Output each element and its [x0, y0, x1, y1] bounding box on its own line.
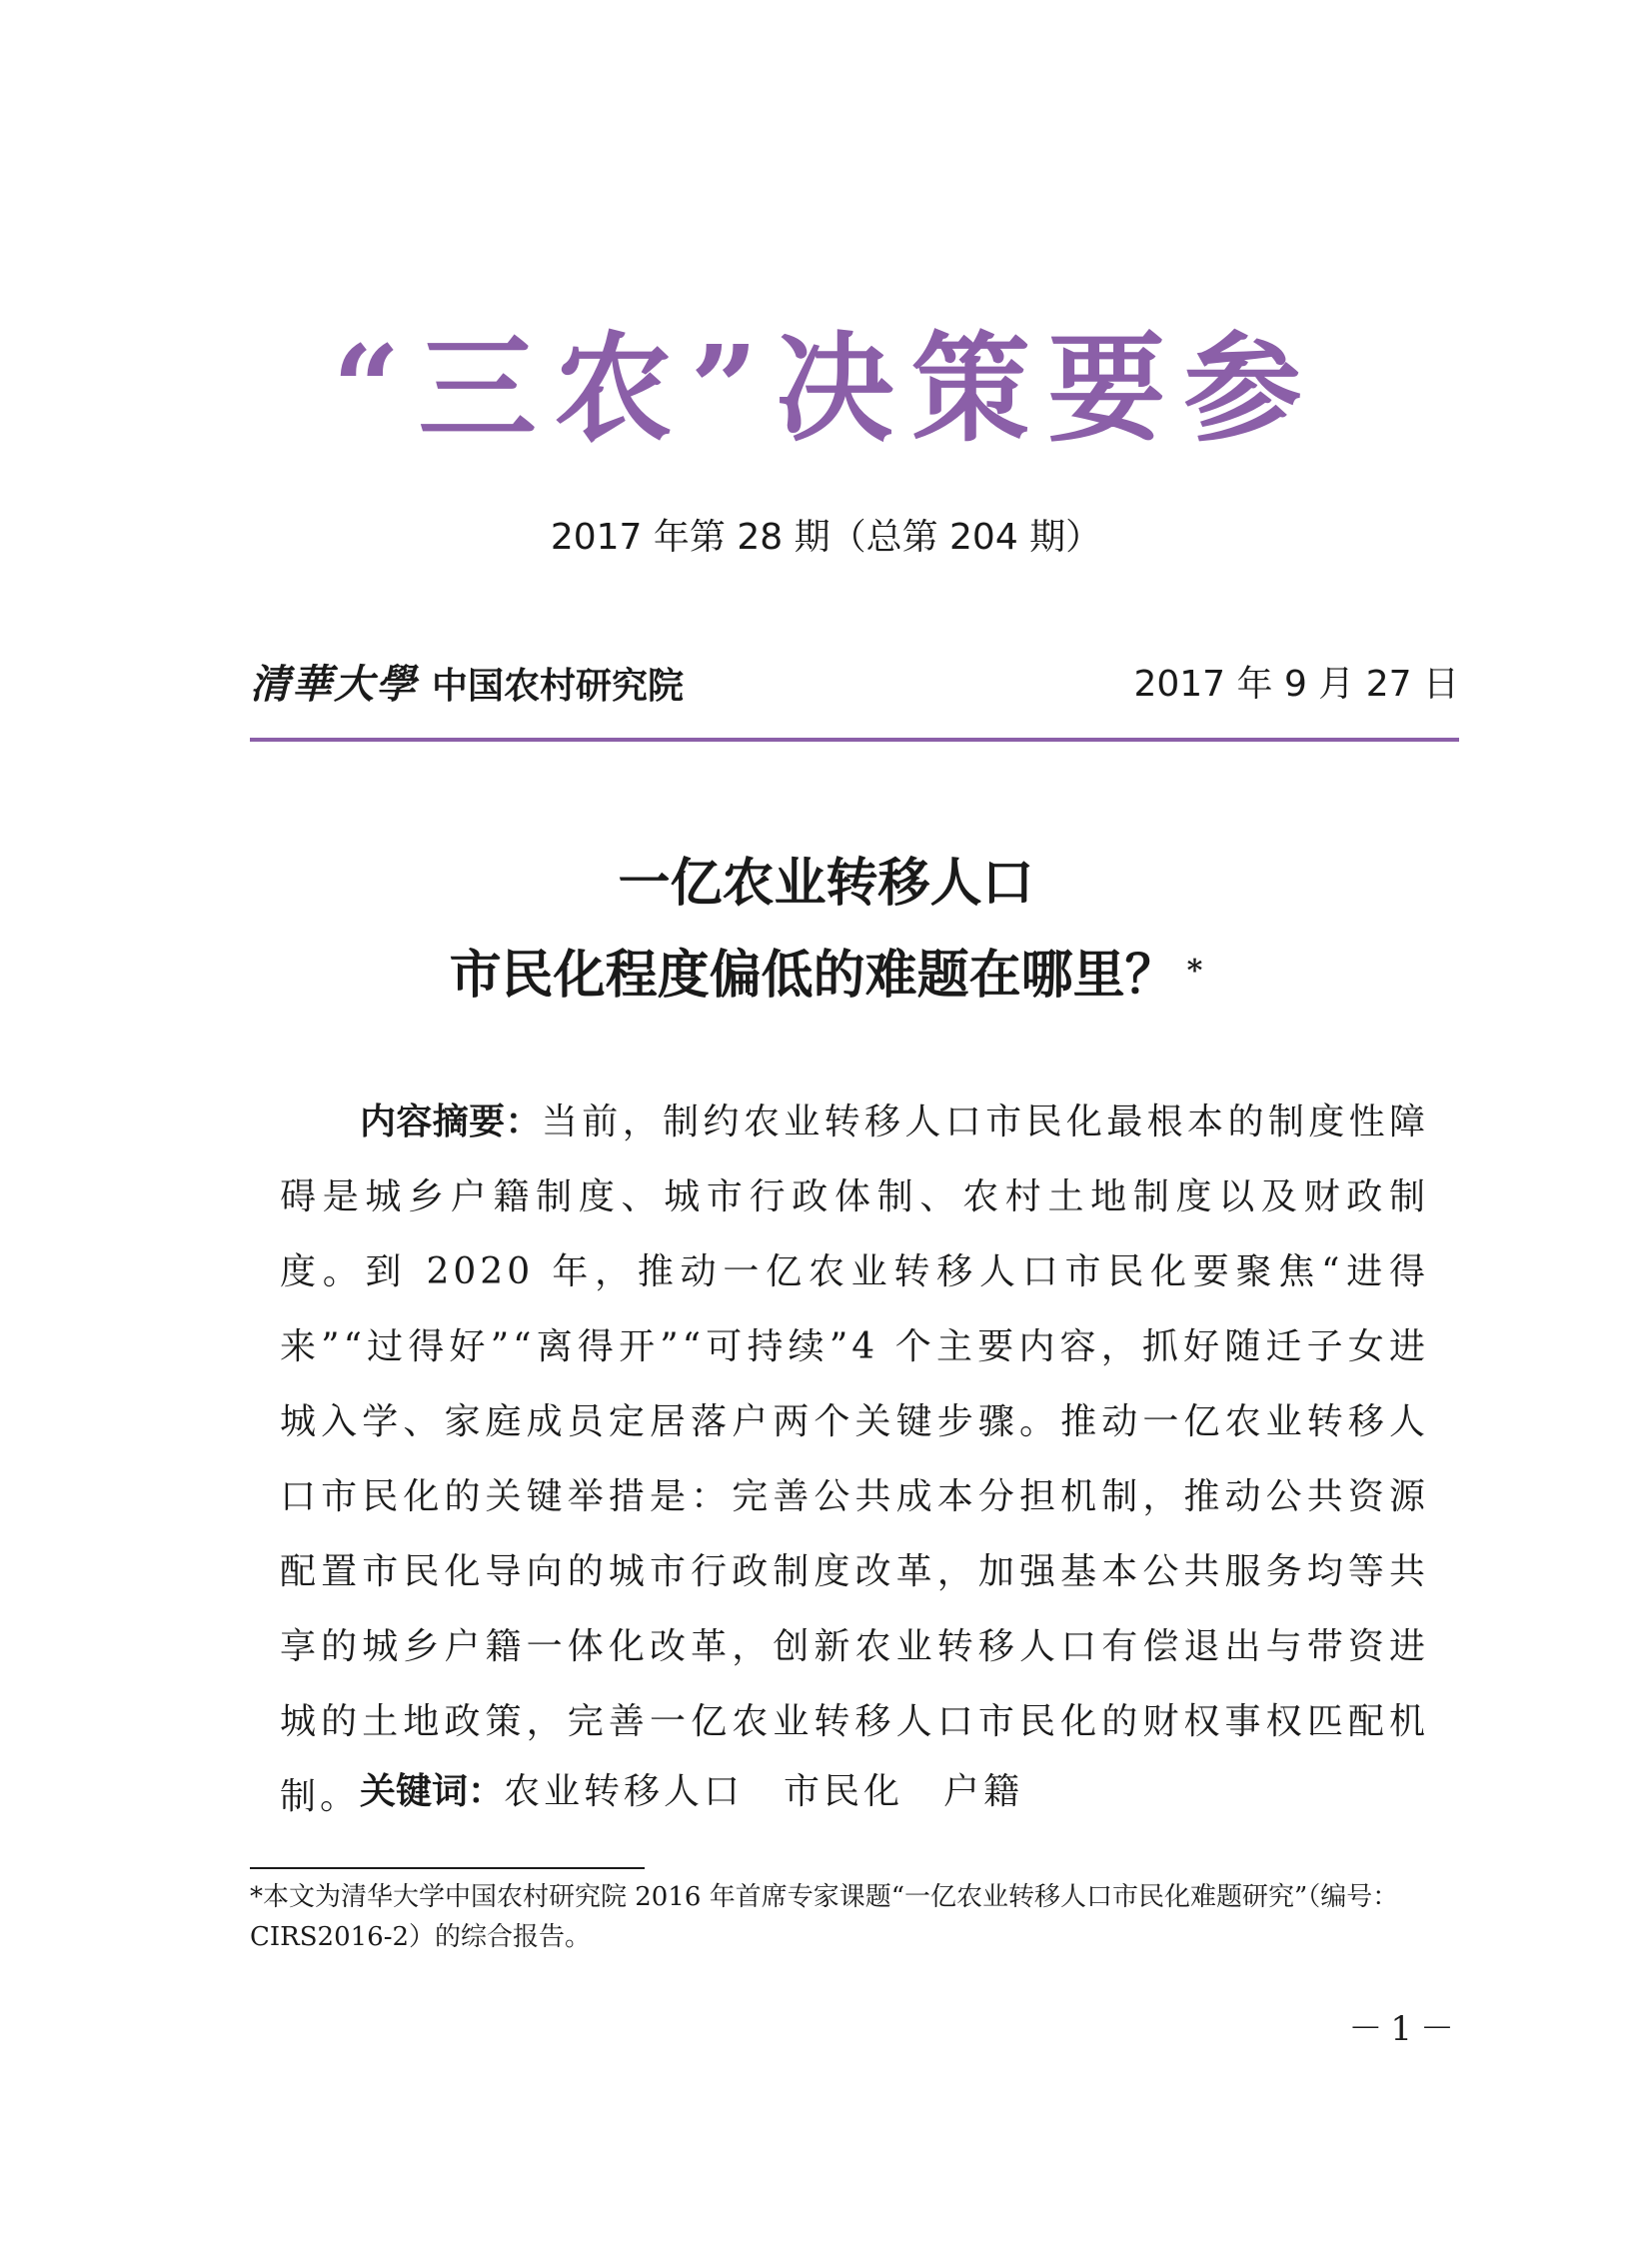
abstract: [280, 1085, 1429, 1834]
masthead-title: “三农”决策要参: [332, 319, 1320, 458]
footnote-divider: [250, 1867, 645, 1869]
header-divider: [250, 738, 1459, 742]
keyword: 户籍: [943, 1771, 1024, 1812]
title-line-1: 一亿农业转移人口: [618, 853, 1034, 914]
keyword: 市民化: [784, 1771, 904, 1812]
university-logo: 清華大學: [250, 661, 418, 708]
publish-date: 2017 年 9 月 27 日: [1133, 664, 1459, 705]
issue-number: 2017 年第 28 期（总第 204 期）: [550, 517, 1102, 558]
keywords-label: 关键词：: [360, 1771, 505, 1812]
institute-name: 中国农村研究院: [432, 665, 685, 707]
publisher: [250, 660, 684, 712]
title-line-2: 市民化程度偏低的难题在哪里？ *: [449, 945, 1203, 1006]
footnote-marker: *: [1186, 954, 1203, 989]
footnote: *本文为清华大学中国农村研究院 2016 年首席专家课题“一亿农业转移人口市民化难题研究”（编号：CIRS2016-2）的综合报告。: [250, 1882, 1399, 1952]
article-title: [0, 838, 1652, 1022]
keywords: [360, 1762, 1023, 1822]
page-number: －1－: [1348, 2009, 1462, 2049]
publisher-row: [250, 660, 1459, 710]
keyword: 农业转移人口: [504, 1771, 745, 1812]
abstract-label: 内容摘要：: [360, 1102, 542, 1142]
abstract-text: 当前，制约农业转移人口市民化最根本的制度性障碍是城乡户籍制度、城市行政体制、农村土地制度以及财政制度。到 2020 年，推动一亿农业转移人口市民化要聚焦“进得来”“过得好”“离得开”“可持续”4 个主要内容，抓好随迁子女进城入学、家庭成员定居落户两个关键步骤。推动一亿农业转移人口市民化的关键举措是：完善公共成本分担机制，推动公共资源配置市民化导向的城市行政制度改革，加强基本公共服务均等共享的城乡户籍一体化改革，创新农业转移人口有偿退出与带资进城的土地政策，完善一亿农业转移人口市民化的财权事权匹配机制。: [280, 1102, 1429, 1817]
